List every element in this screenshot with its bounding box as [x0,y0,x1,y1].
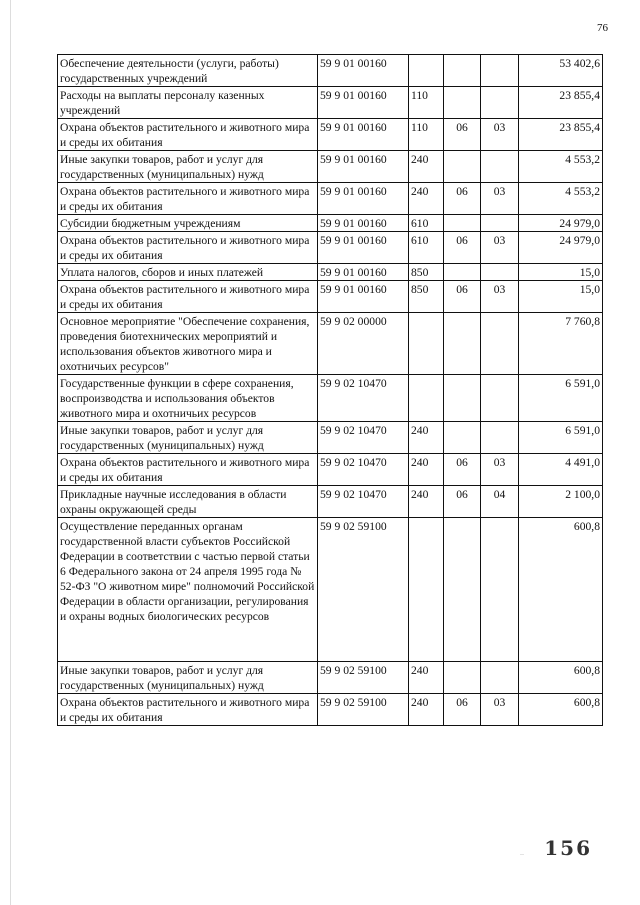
row-sum-cell: 2 100,0 [519,486,603,518]
row-name-cell: Иные закупки товаров, работ и услуг для государственных (муниципальных) нужд [58,151,318,183]
row-csr-cell: 59 9 01 00160 [318,183,409,215]
row-sum-cell: 4 491,0 [519,454,603,486]
table-row [58,119,603,151]
row-name-cell: Охрана объектов растительного и животного мира и среды их обитания [58,694,318,726]
row-csr-cell: 59 9 02 59100 [318,694,409,726]
row-csr-cell: 59 9 01 00160 [318,55,409,87]
row-name-cell: Иные закупки товаров, работ и услуг для государственных (муниципальных) нужд [58,422,318,454]
row-pr-cell: 03 [481,119,519,151]
budget-table-body [58,55,603,726]
row-vr-cell: 240 [409,183,444,215]
row-sum-cell: 23 855,4 [519,119,603,151]
row-pr-cell: 03 [481,454,519,486]
row-csr-cell: 59 9 02 59100 [318,662,409,694]
row-vr-cell: 110 [409,119,444,151]
row-vr-cell: 850 [409,264,444,281]
row-name-cell: Охрана объектов растительного и животного мира и среды их обитания [58,281,318,313]
row-vr-cell [409,518,444,662]
row-csr-cell: 59 9 01 00160 [318,281,409,313]
row-sum-cell: 600,8 [519,518,603,662]
row-rz-cell [444,375,481,422]
row-csr-cell: 59 9 02 10470 [318,454,409,486]
row-sum-cell: 53 402,6 [519,55,603,87]
table-row [58,55,603,87]
row-csr-cell: 59 9 01 00160 [318,151,409,183]
budget-table [57,54,603,726]
scan-edge-line [10,0,11,905]
row-name-cell: Охрана объектов растительного и животного мира и среды их обитания [58,183,318,215]
row-csr-cell: 59 9 02 00000 [318,313,409,375]
row-name-cell: Осуществление переданных органам государственной власти субъектов Российской Федерации в соответствии с частью первой статьи 6 Федерального закона от 24 апреля 1995 года № 52-ФЗ "О животном мире" полномочий Российской Федерации в области организации, регулирования и охраны водных биологических ресурсов [58,518,318,662]
row-csr-cell: 59 9 02 59100 [318,518,409,662]
row-rz-cell: 06 [444,183,481,215]
table-row [58,694,603,726]
table-row [58,183,603,215]
row-sum-cell: 15,0 [519,281,603,313]
row-rz-cell [444,151,481,183]
table-row [58,486,603,518]
row-vr-cell [409,55,444,87]
row-vr-cell: 110 [409,87,444,119]
row-csr-cell: 59 9 02 10470 [318,486,409,518]
table-row [58,454,603,486]
row-pr-cell [481,215,519,232]
row-pr-cell [481,662,519,694]
row-name-cell: Государственные функции в сфере сохранения, воспроизводства и использования объектов животного мира и охотничьих ресурсов [58,375,318,422]
row-rz-cell [444,55,481,87]
row-pr-cell [481,518,519,662]
row-pr-cell: 03 [481,232,519,264]
row-vr-cell: 610 [409,232,444,264]
table-row [58,422,603,454]
row-rz-cell [444,87,481,119]
row-name-cell: Прикладные научные исследования в области охраны окружающей среды [58,486,318,518]
row-pr-cell [481,87,519,119]
row-vr-cell: 240 [409,486,444,518]
row-sum-cell: 23 855,4 [519,87,603,119]
table-row [58,375,603,422]
row-pr-cell: 03 [481,281,519,313]
row-name-cell: Охрана объектов растительного и животного мира и среды их обитания [58,119,318,151]
row-csr-cell: 59 9 01 00160 [318,87,409,119]
row-vr-cell: 240 [409,151,444,183]
row-vr-cell: 610 [409,215,444,232]
row-rz-cell [444,264,481,281]
row-rz-cell: 06 [444,486,481,518]
row-name-cell: Иные закупки товаров, работ и услуг для государственных (муниципальных) нужд [58,662,318,694]
row-rz-cell: 06 [444,281,481,313]
row-csr-cell: 59 9 02 10470 [318,422,409,454]
row-rz-cell: 06 [444,454,481,486]
row-pr-cell [481,55,519,87]
row-pr-cell: 03 [481,694,519,726]
row-name-cell: Охрана объектов растительного и животного мира и среды их обитания [58,232,318,264]
page-number: 76 [597,22,608,34]
row-sum-cell: 7 760,8 [519,313,603,375]
row-csr-cell: 59 9 01 00160 [318,264,409,281]
row-sum-cell: 600,8 [519,662,603,694]
row-vr-cell: 850 [409,281,444,313]
table-row [58,215,603,232]
row-vr-cell: 240 [409,662,444,694]
row-vr-cell: 240 [409,694,444,726]
table-row [58,281,603,313]
table-row [58,313,603,375]
faint-mark: .. [520,848,524,857]
row-pr-cell [481,264,519,281]
row-name-cell: Расходы на выплаты персоналу казенных учреждений [58,87,318,119]
table-row [58,518,603,662]
row-rz-cell: 06 [444,232,481,264]
row-vr-cell: 240 [409,454,444,486]
row-rz-cell [444,662,481,694]
row-name-cell: Субсидии бюджетным учреждениям [58,215,318,232]
row-rz-cell [444,215,481,232]
row-name-cell: Обеспечение деятельности (услуги, работы) государственных учреждений [58,55,318,87]
row-pr-cell [481,313,519,375]
row-rz-cell [444,422,481,454]
row-rz-cell [444,313,481,375]
row-pr-cell [481,422,519,454]
row-name-cell: Основное мероприятие "Обеспечение сохранения, проведения биотехнических мероприятий и использования объектов животного мира и охотничьих ресурсов" [58,313,318,375]
row-rz-cell: 06 [444,694,481,726]
row-csr-cell: 59 9 01 00160 [318,119,409,151]
row-pr-cell: 04 [481,486,519,518]
table-row [58,87,603,119]
row-pr-cell: 03 [481,183,519,215]
row-sum-cell: 6 591,0 [519,422,603,454]
table-row [58,662,603,694]
row-rz-cell [444,518,481,662]
row-sum-cell: 4 553,2 [519,183,603,215]
table-row [58,151,603,183]
row-sum-cell: 15,0 [519,264,603,281]
row-vr-cell [409,375,444,422]
row-sum-cell: 24 979,0 [519,232,603,264]
row-name-cell: Охрана объектов растительного и животного мира и среды их обитания [58,454,318,486]
row-csr-cell: 59 9 01 00160 [318,215,409,232]
table-row [58,232,603,264]
row-sum-cell: 24 979,0 [519,215,603,232]
row-sum-cell: 4 553,2 [519,151,603,183]
row-vr-cell: 240 [409,422,444,454]
row-name-cell: Уплата налогов, сборов и иных платежей [58,264,318,281]
row-csr-cell: 59 9 02 10470 [318,375,409,422]
row-sum-cell: 600,8 [519,694,603,726]
row-csr-cell: 59 9 01 00160 [318,232,409,264]
row-vr-cell [409,313,444,375]
row-pr-cell [481,151,519,183]
handwritten-page-stamp: 156 [544,836,592,860]
row-pr-cell [481,375,519,422]
row-sum-cell: 6 591,0 [519,375,603,422]
row-rz-cell: 06 [444,119,481,151]
table-row [58,264,603,281]
